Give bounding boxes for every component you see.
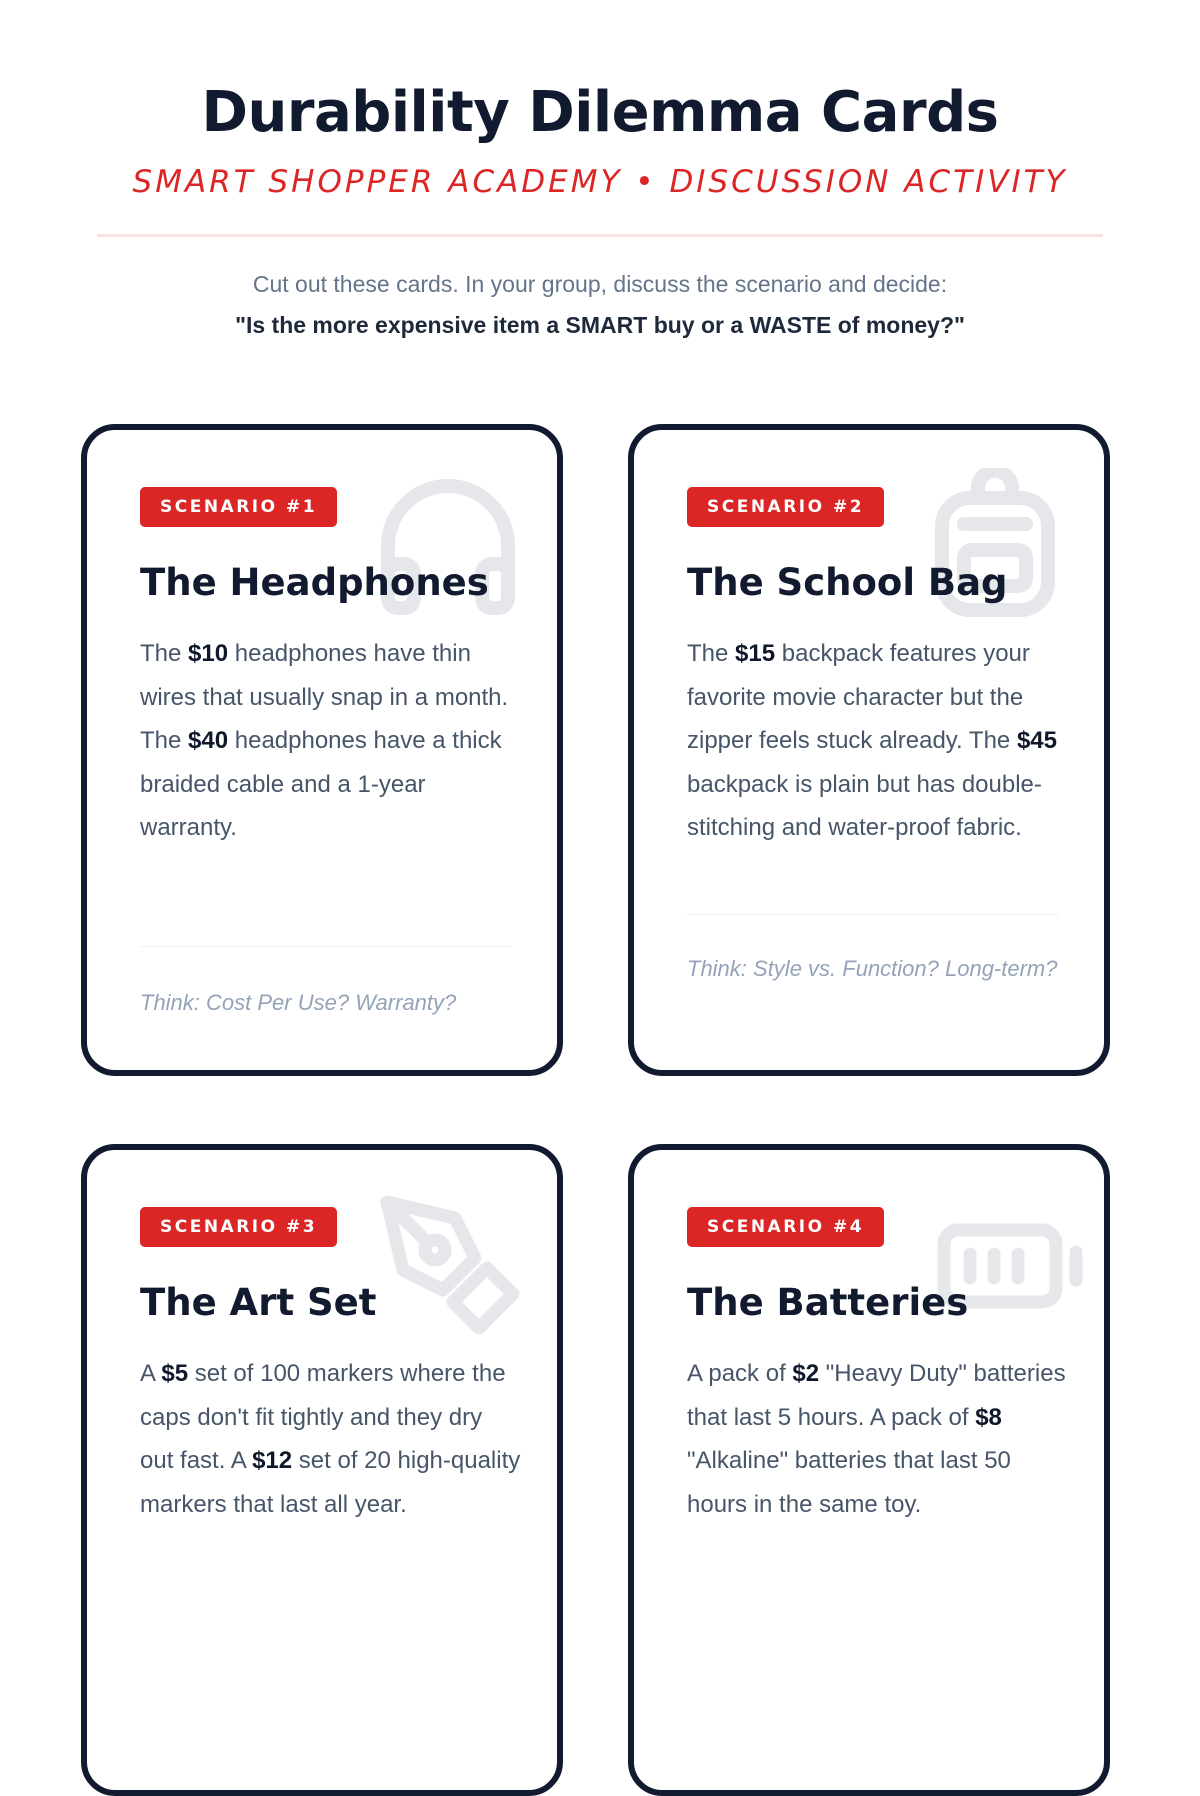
scenario-badge: SCENARIO #1 [140, 487, 337, 527]
scenario-badge: SCENARIO #2 [687, 487, 884, 527]
instructions-text: Cut out these cards. In your group, discuss the scenario and decide: [252, 271, 948, 297]
body-text: A pack of [687, 1360, 793, 1387]
scenario-card-3 [81, 1144, 563, 1796]
card-divider [140, 946, 512, 947]
card-think-prompt: Think: Style vs. Function? Long-term? [687, 956, 1058, 981]
price-value: $15 [735, 640, 776, 667]
price-value: $10 [188, 640, 229, 667]
card-title: The Headphones [140, 561, 489, 604]
header-divider [97, 234, 1103, 237]
scenario-badge: SCENARIO #4 [687, 1207, 884, 1247]
page-title: Durability Dilemma Cards [201, 80, 999, 145]
price-value: $40 [188, 727, 229, 754]
price-value: $8 [975, 1403, 1002, 1431]
price-value: $2 [792, 1360, 820, 1387]
scenario-card-2 [628, 424, 1110, 1076]
body-text: The [687, 640, 736, 667]
card-divider [687, 914, 1059, 915]
card-title: The School Bag [687, 561, 1008, 604]
body-text: headphones have a thick braided cable and a 1-year warranty. [140, 727, 502, 841]
card-body [687, 1352, 1069, 1526]
body-text: The [140, 640, 189, 667]
discussion-question: "Is the more expensive item a SMART buy or a WASTE of money?" [235, 312, 965, 338]
card-body [140, 632, 522, 850]
body-text: set of 20 high-quality markers that last all year. [140, 1447, 521, 1518]
body-text: "Alkaline" batteries that last 50 hours in the same toy. [687, 1447, 1011, 1518]
body-text: set of 100 markers where the caps don't fit tightly and they dry out fast. A [140, 1360, 506, 1474]
price-value: $12 [252, 1447, 293, 1474]
scenario-card-1 [81, 424, 563, 1076]
page-subtitle: SMART SHOPPER ACADEMY • DISCUSSION ACTIVITY [132, 164, 1068, 200]
body-text: backpack is plain but has double-stitching and water-proof fabric. [687, 770, 1042, 841]
scenario-badge: SCENARIO #3 [140, 1207, 337, 1247]
card-body [140, 1352, 522, 1526]
card-title: The Batteries [687, 1281, 969, 1324]
body-text: backpack features your favorite movie character but the zipper feels stuck already. The [687, 640, 1030, 754]
card-think-prompt: Think: Cost Per Use? Warranty? [140, 990, 457, 1015]
body-text: A [140, 1360, 162, 1387]
card-title: The Art Set [140, 1281, 377, 1324]
scenario-card-4 [628, 1144, 1110, 1796]
body-text: "Heavy Duty" batteries that last 5 hours. A pack of [687, 1360, 1066, 1431]
price-value: $45 [1016, 727, 1057, 754]
body-text: headphones have thin wires that usually snap in a month. The [140, 640, 509, 754]
price-value: $5 [161, 1360, 189, 1387]
card-body [687, 632, 1069, 850]
